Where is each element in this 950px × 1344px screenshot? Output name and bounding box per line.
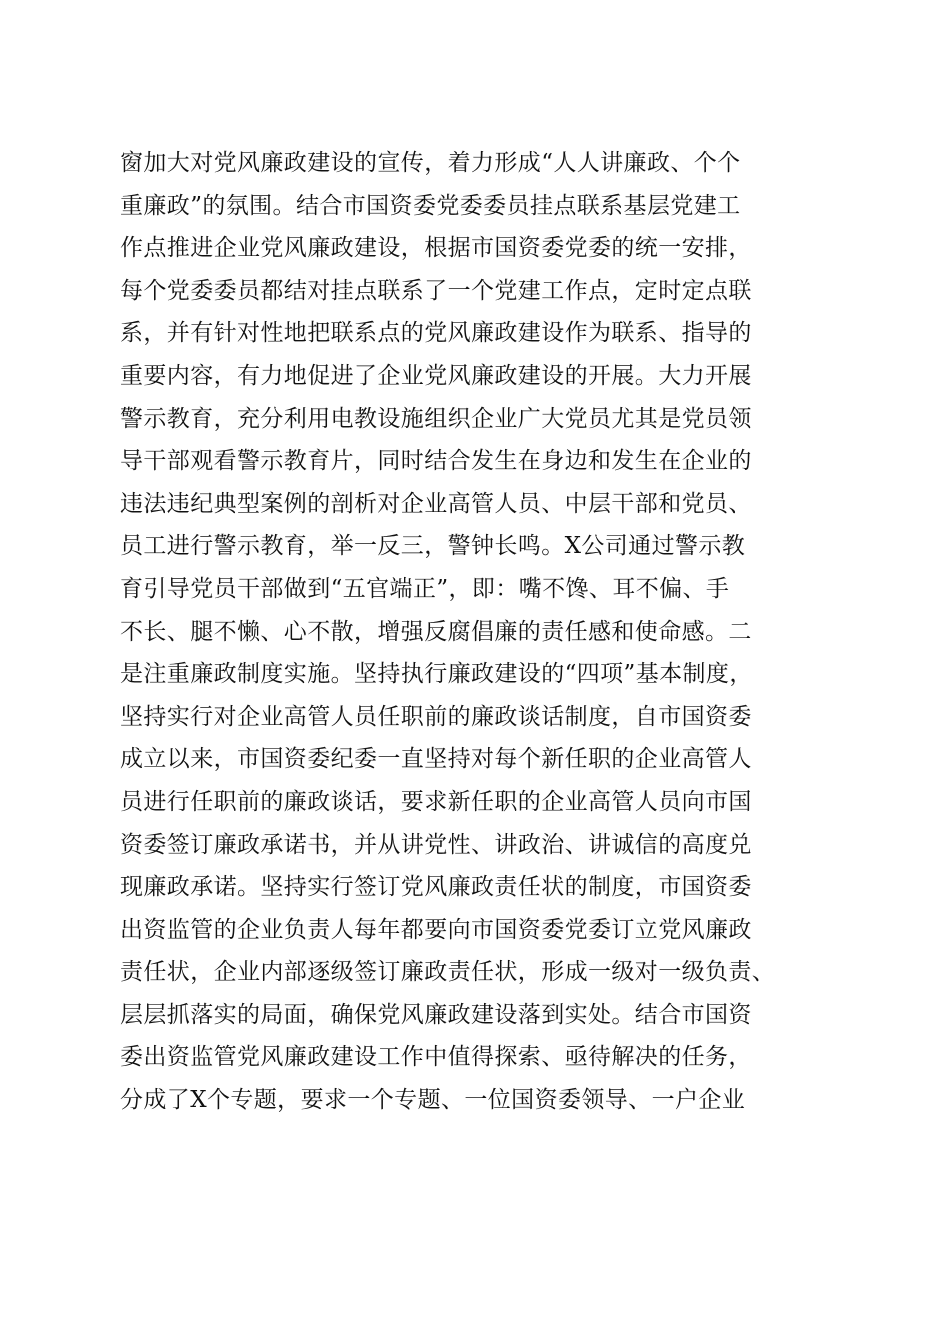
text-line: 资委签订廉政承诺书，并从讲党性、讲政治、讲诚信的高度兑 <box>120 831 752 858</box>
text-line: 每个党委委员都结对挂点联系了一个党建工作点，定时定点联 <box>120 277 752 304</box>
text-line: 委出资监管党风廉政建设工作中值得探索、亟待解决的任务， <box>120 1044 752 1071</box>
text-line: 重要内容，有力地促进了企业党风廉政建设的开展。大力开展 <box>120 362 752 389</box>
text-line: 育引导党员干部做到“五官端正”，即：嘴不馋、耳不偏、手 <box>120 575 730 602</box>
text-line: 分成了X个专题，要求一个专题、一位国资委领导、一户企业 <box>120 1087 746 1114</box>
body-text <box>120 142 840 1122</box>
text-line: 违法违纪典型案例的剖析对企业高管人员、中层干部和党员、 <box>120 490 752 517</box>
text-line: 是注重廉政制度实施。坚持执行廉政建设的“四项”基本制度， <box>120 661 753 688</box>
text-line: 作点推进企业党风廉政建设，根据市国资委党委的统一安排， <box>120 235 752 262</box>
text-line: 不长、腿不懒、心不散，增强反腐倡廉的责任感和使命感。二 <box>120 618 752 645</box>
text-line: 出资监管的企业负责人每年都要向市国资委党委订立党风廉政 <box>120 916 752 943</box>
text-line: 员进行任职前的廉政谈话，要求新任职的企业高管人员向市国 <box>120 788 752 815</box>
text-line: 成立以来，市国资委纪委一直坚持对每个新任职的企业高管人 <box>120 746 752 773</box>
text-line: 导干部观看警示教育片，同时结合发生在身边和发生在企业的 <box>120 448 752 475</box>
text-line: 警示教育，充分利用电教设施组织企业广大党员尤其是党员领 <box>120 405 752 432</box>
text-line: 系，并有针对性地把联系点的党风廉政建设作为联系、指导的 <box>120 320 752 347</box>
text-line: 现廉政承诺。坚持实行签订党风廉政责任状的制度，市国资委 <box>120 874 752 901</box>
text-line: 窗加大对党风廉政建设的宣传，着力形成“人人讲廉政、个个 <box>120 150 741 176</box>
text-line: 层层抓落实的局面，确保党风廉政建设落到实处。结合市国资 <box>120 1001 752 1028</box>
text-line: 坚持实行对企业高管人员任职前的廉政谈话制度，自市国资委 <box>120 703 752 730</box>
text-line: 重廉政”的氛围。结合市国资委党委委员挂点联系基层党建工 <box>120 192 741 219</box>
text-line: 员工进行警示教育，举一反三，警钟长鸣。X公司通过警示教 <box>120 533 746 560</box>
text-line: 责任状，企业内部逐级签订廉政责任状，形成一级对一级负责、 <box>120 959 776 986</box>
